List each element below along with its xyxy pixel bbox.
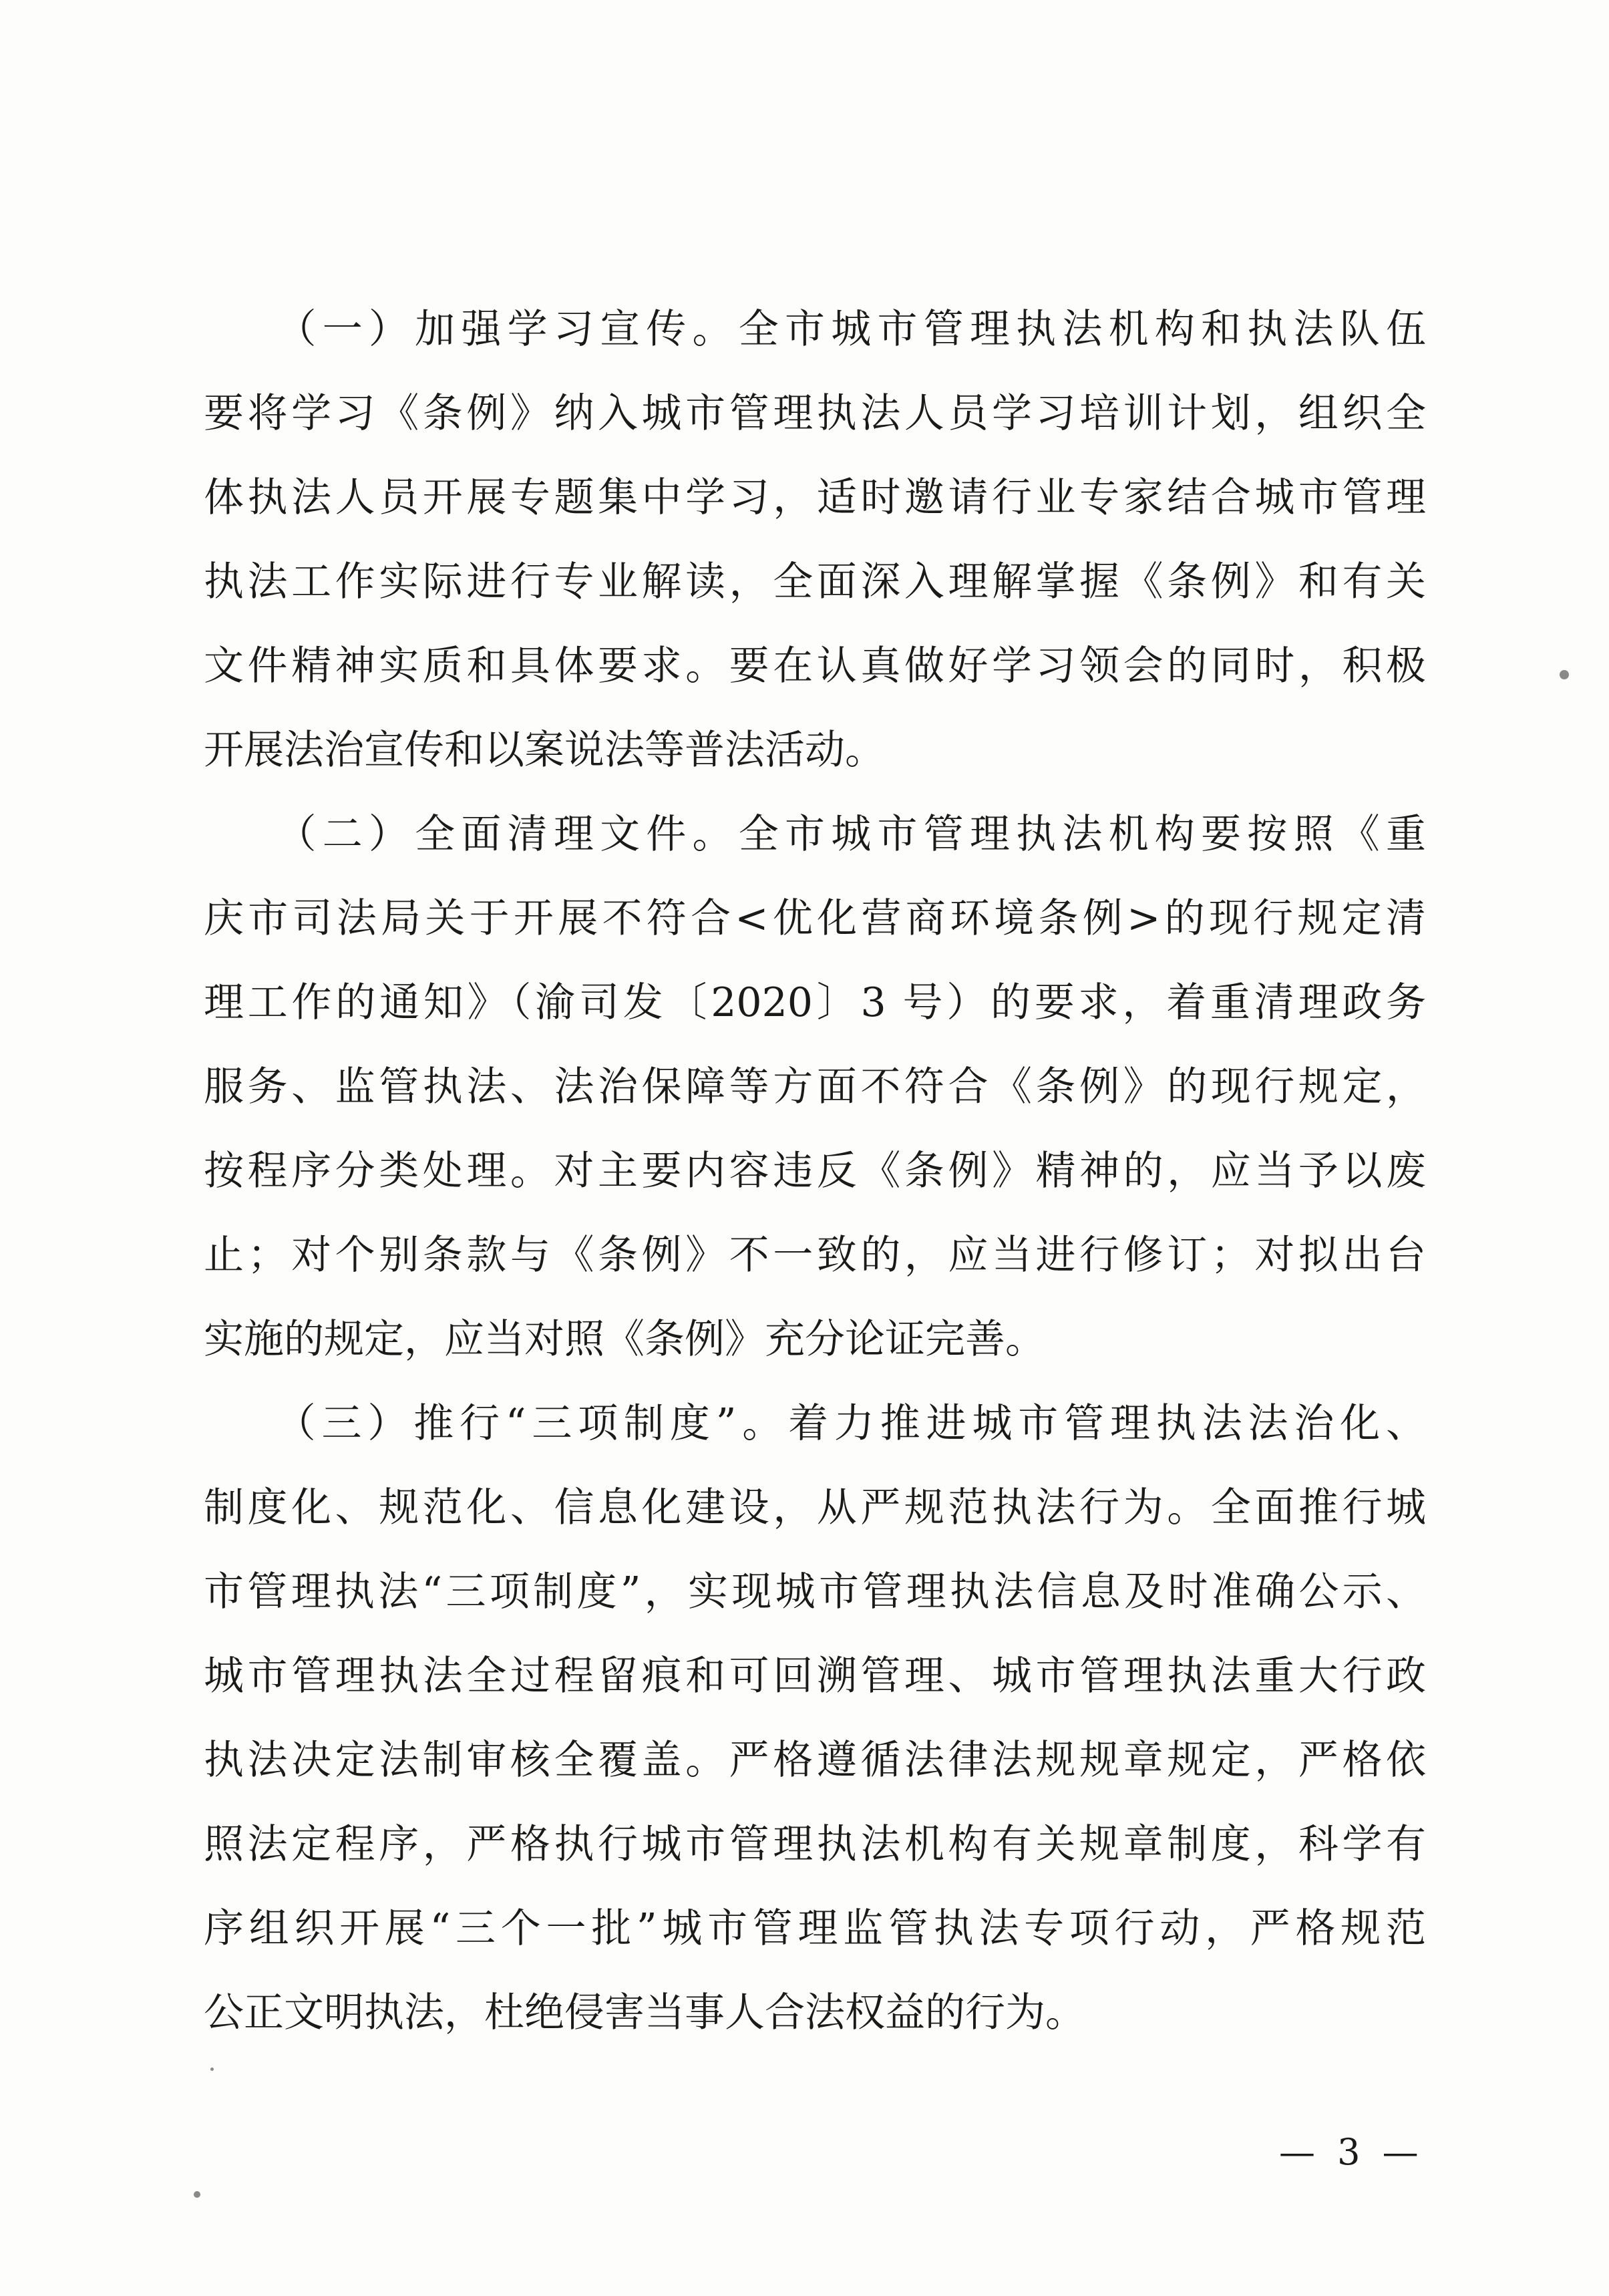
paragraph-line: （二）全面清理文件。全市城市管理执法机构要按照《重 xyxy=(204,811,1426,858)
paragraph-line: 市管理执法“三项制度”，实现城市管理执法信息及时准确公示、 xyxy=(204,1569,1426,1615)
paragraph-line: 开展法治宣传和以案说法等普法活动。 xyxy=(204,727,885,774)
paragraph-three-systems xyxy=(204,1381,1426,2055)
paragraph-line: 执法决定法制审核全覆盖。严格遵循法律法规规章规定，严格依 xyxy=(204,1737,1426,1784)
paragraph-line: 按程序分类处理。对主要内容违反《条例》精神的，应当予以废 xyxy=(204,1148,1426,1194)
paragraph-line: 止；对个别条款与《条例》不一致的，应当进行修订；对拟出台 xyxy=(204,1232,1426,1279)
paragraph-line: 文件精神实质和具体要求。要在认真做好学习领会的同时，积极 xyxy=(204,643,1426,689)
paragraph-clean-up-documents xyxy=(204,792,1426,1381)
scan-speck xyxy=(210,2068,214,2071)
paragraph-line: 庆市司法局关于开展不符合<优化营商环境条例>的现行规定清 xyxy=(204,895,1426,942)
paragraph-line: 公正文明执法，杜绝侵害当事人合法权益的行为。 xyxy=(204,1989,1085,2036)
paragraph-line: 制度化、规范化、信息化建设，从严规范执法行为。全面推行城 xyxy=(204,1484,1426,1531)
paragraph-line: 实施的规定，应当对照《条例》充分论证完善。 xyxy=(204,1316,1045,1363)
paragraph-line: 要将学习《条例》纳入城市管理执法人员学习培训计划，组织全 xyxy=(204,390,1426,437)
page-number: — 3 — xyxy=(1279,2131,1424,2173)
paragraph-line: 城市管理执法全过程留痕和可回溯管理、城市管理执法重大行政 xyxy=(204,1653,1426,1699)
paragraph-line: （三）推行“三项制度”。着力推进城市管理执法法治化、 xyxy=(204,1400,1426,1447)
paragraph-line: 序组织开展“三个一批”城市管理监管执法专项行动，严格规范 xyxy=(204,1905,1426,1952)
paragraph-line: （一）加强学习宣传。全市城市管理执法机构和执法队伍 xyxy=(204,306,1426,353)
paragraph-line: 体执法人员开展专题集中学习，适时邀请行业专家结合城市管理 xyxy=(204,474,1426,521)
paragraph-line: 执法工作实际进行专业解读，全面深入理解掌握《条例》和有关 xyxy=(204,558,1426,605)
paragraph-line: 服务、监管执法、法治保障等方面不符合《条例》的现行规定， xyxy=(204,1063,1426,1110)
scan-speck xyxy=(1560,670,1569,679)
document-body xyxy=(204,287,1426,2055)
scan-speck xyxy=(194,2191,200,2198)
paragraph-strengthen-study xyxy=(204,287,1426,792)
paragraph-line: 理工作的通知》（渝司发〔2020〕3 号）的要求，着重清理政务 xyxy=(204,979,1426,1026)
paragraph-line: 照法定程序，严格执行城市管理执法机构有关规章制度，科学有 xyxy=(204,1821,1426,1868)
